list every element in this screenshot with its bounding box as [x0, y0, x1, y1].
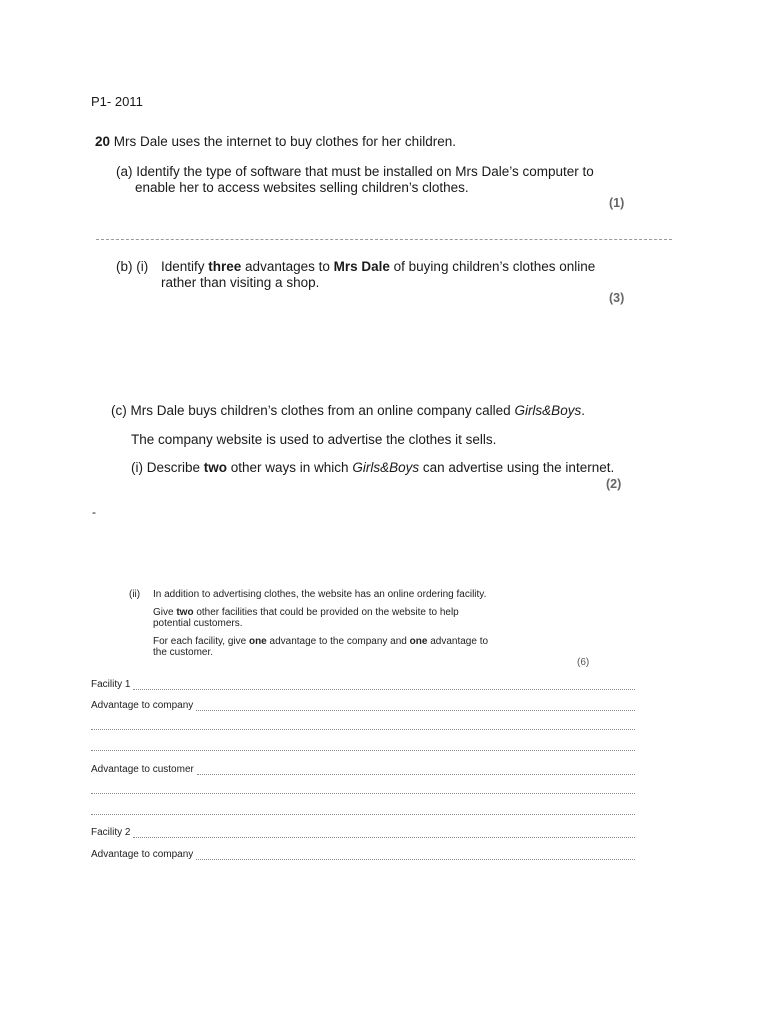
part-b-line2: rather than visiting a shop. [161, 275, 320, 290]
answer-blank-line[interactable] [91, 814, 635, 815]
part-b-label: (b) (i) [116, 259, 149, 274]
part-c-i-line: (i) Describe two other ways in which Girls&Boys can advertise using the internet. [131, 460, 615, 475]
stray-mark: - [92, 505, 96, 519]
part-c-line2: The company website is used to advertise the clothes it sells. [131, 432, 497, 447]
part-a-label: (a) [116, 164, 133, 179]
answer-advantage-company-2[interactable]: Advantage to company [91, 848, 635, 860]
part-cii-line1: In addition to advertising clothes, the website has an online ordering facility. [153, 589, 487, 600]
answer-facility-2[interactable]: Facility 2 [91, 826, 635, 838]
part-a-line2: enable her to access websites selling children’s clothes. [135, 180, 469, 195]
part-b-line1: Identify three advantages to Mrs Dale of buying children’s clothes online [161, 259, 596, 274]
answer-blank-line[interactable] [91, 793, 635, 794]
answer-advantage-company-1[interactable]: Advantage to company [91, 699, 635, 711]
question-number: 20 [95, 134, 111, 149]
part-cii-label: (ii) [129, 589, 141, 600]
answer-divider [96, 239, 672, 240]
answer-advantage-customer-1[interactable]: Advantage to customer [91, 763, 635, 775]
answer-blank-line[interactable] [91, 729, 635, 730]
question-stem-text: Mrs Dale uses the internet to buy clothes for her children. [113, 134, 456, 149]
paper-header: P1- 2011 [91, 94, 143, 109]
part-a-line1: (a) Identify the type of software that must be installed on Mrs Dale’s computer to [116, 164, 594, 179]
part-cii-line5: the customer. [153, 647, 214, 658]
answer-facility-1[interactable]: Facility 1 [91, 678, 635, 690]
part-cii-marks: (6) [577, 657, 590, 668]
part-cii-line2: Give two other facilities that could be provided on the website to help [153, 607, 459, 618]
question-20-stem [95, 134, 456, 150]
part-cii-line4: For each facility, give one advantage to the company and one advantage to [153, 636, 489, 647]
part-b-marks: (3) [609, 291, 625, 305]
answer-blank-line[interactable] [91, 750, 635, 751]
part-cii-line3: potential customers. [153, 618, 243, 629]
part-c-line1: (c) Mrs Dale buys children’s clothes from an online company called Girls&Boys. [111, 403, 585, 418]
part-a-marks: (1) [609, 196, 625, 210]
part-c-marks: (2) [606, 477, 622, 491]
